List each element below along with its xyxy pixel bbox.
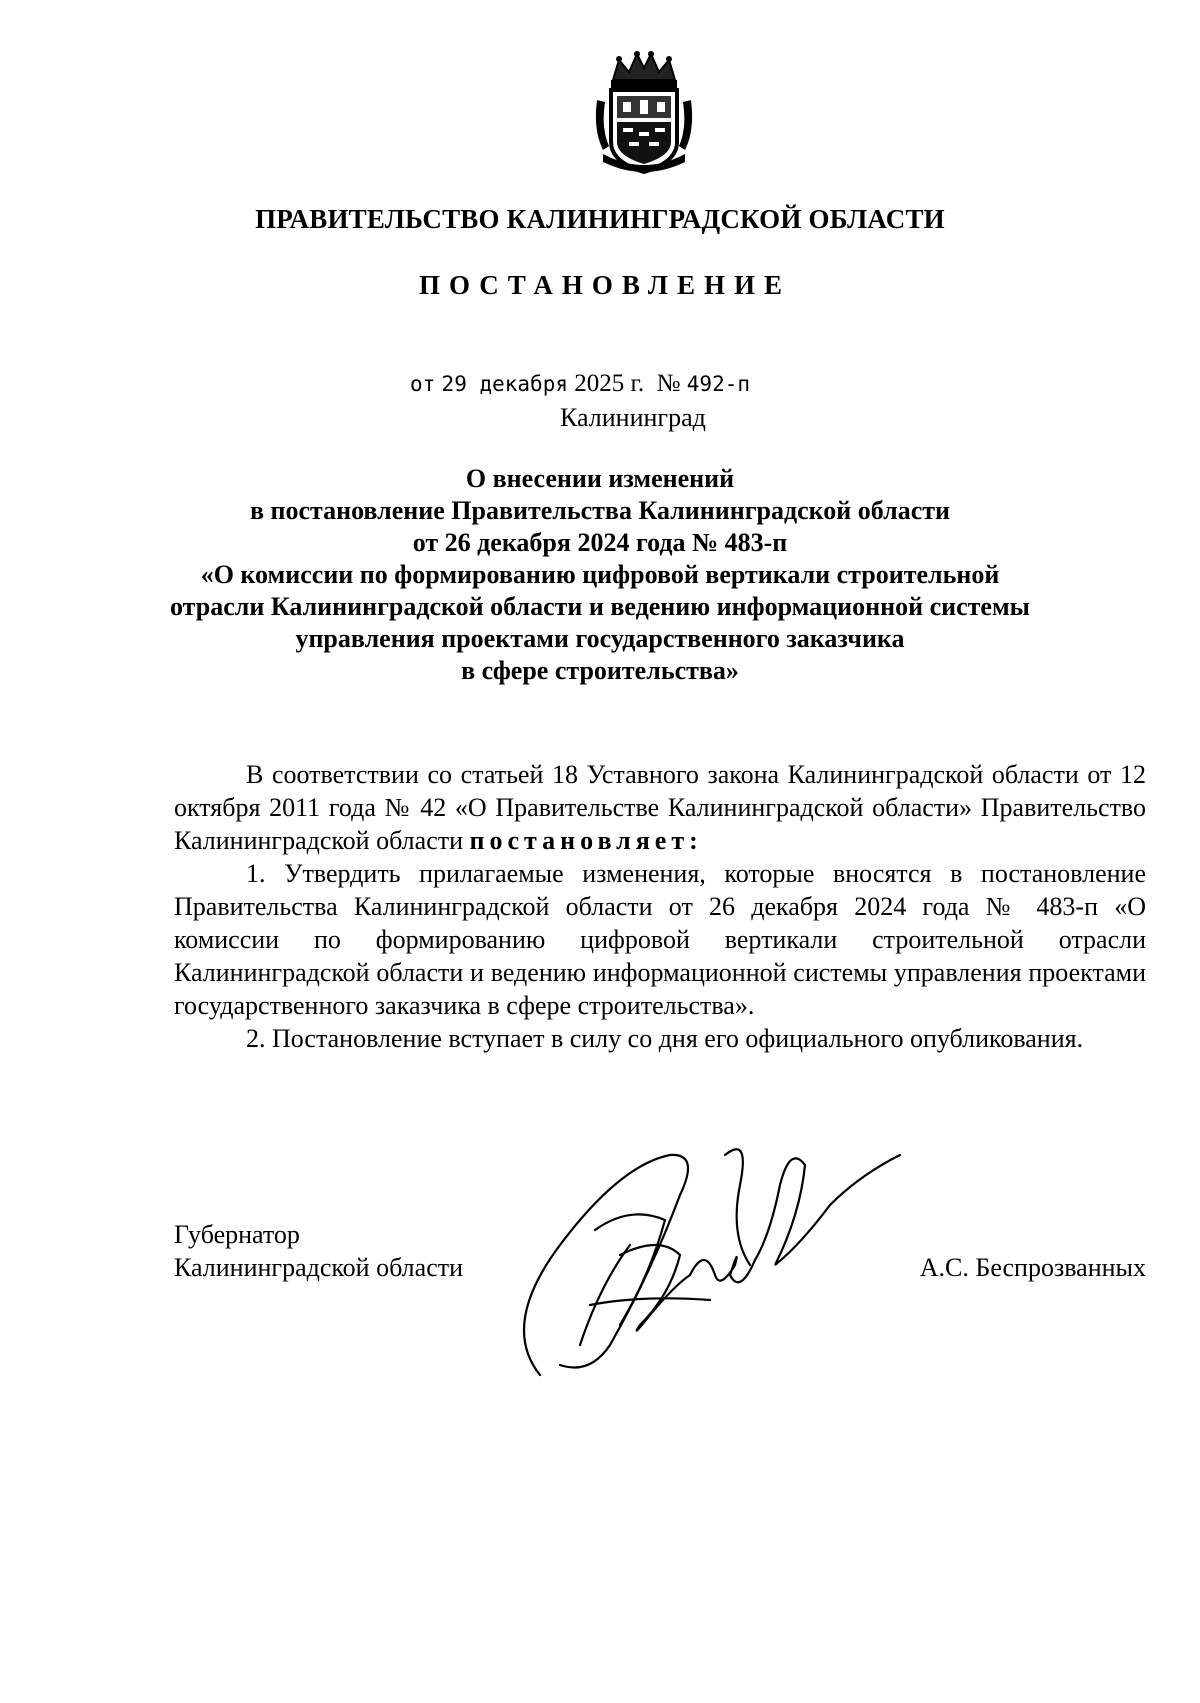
item-1: 1. Утвердить прилагаемые изменения, которые вносятся в постановление Правительства Калининградской области от 26 декабря 2024 года № 483-п «О комиссии по формированию цифровой вертикали строительной отрасли Калининградской области и ведению информационной системы управления проектами государственного заказчика в сфере строительства». xyxy=(174,859,1146,1020)
preamble-paragraph xyxy=(174,758,1146,857)
position-line: Губернатор xyxy=(174,1220,300,1249)
heading-line: от 26 декабря 2024 года № 483-п xyxy=(412,528,788,557)
kaliningrad-coat-of-arms-icon xyxy=(593,50,695,175)
handwritten-signature-icon xyxy=(500,1125,930,1385)
date-day-month: 29 декабря xyxy=(441,372,568,396)
organization-title: ПРАВИТЕЛЬСТВО КАЛИНИНГРАДСКОЙ ОБЛАСТИ xyxy=(255,204,945,234)
document-body xyxy=(174,758,1146,1055)
item-2: 2. Постановление вступает в силу со дня его официального опубликования. xyxy=(246,1024,1084,1053)
heading-line: «О комиссии по формированию цифровой вертикали строительной xyxy=(200,560,1000,589)
city: Калининград xyxy=(560,403,706,432)
decree-word: постановляет: xyxy=(469,826,703,855)
document-type: ПОСТАНОВЛЕНИЕ xyxy=(418,270,792,300)
heading-line: в сфере строительства» xyxy=(461,656,739,685)
date-prefix: от xyxy=(410,372,436,396)
heading-line: в постановление Правительства Калининградской области xyxy=(249,496,951,525)
signatory-name: А.С. Беспрозванных xyxy=(919,1253,1146,1282)
preamble-text: В соответствии со статьей 18 Уставного закона Калининградской области от 12 октября 2011 года № 42 «О Правительстве Калининградской области» Правительство Калининградской области xyxy=(174,760,1146,855)
heading-line: О внесении изменений xyxy=(465,464,735,493)
heading-line: управления проектами государственного заказчика xyxy=(295,624,905,653)
position-line: Калининградской области xyxy=(174,1253,464,1282)
number-sign: № xyxy=(656,370,681,397)
date-year: 2025 г. xyxy=(574,370,645,397)
document-number: 492-п xyxy=(686,372,750,396)
heading-line: отрасли Калининградской области и ведению информационной системы xyxy=(170,592,1030,621)
signatory-position xyxy=(174,1218,463,1284)
date-number-line xyxy=(410,370,750,398)
document-heading xyxy=(0,463,1200,687)
